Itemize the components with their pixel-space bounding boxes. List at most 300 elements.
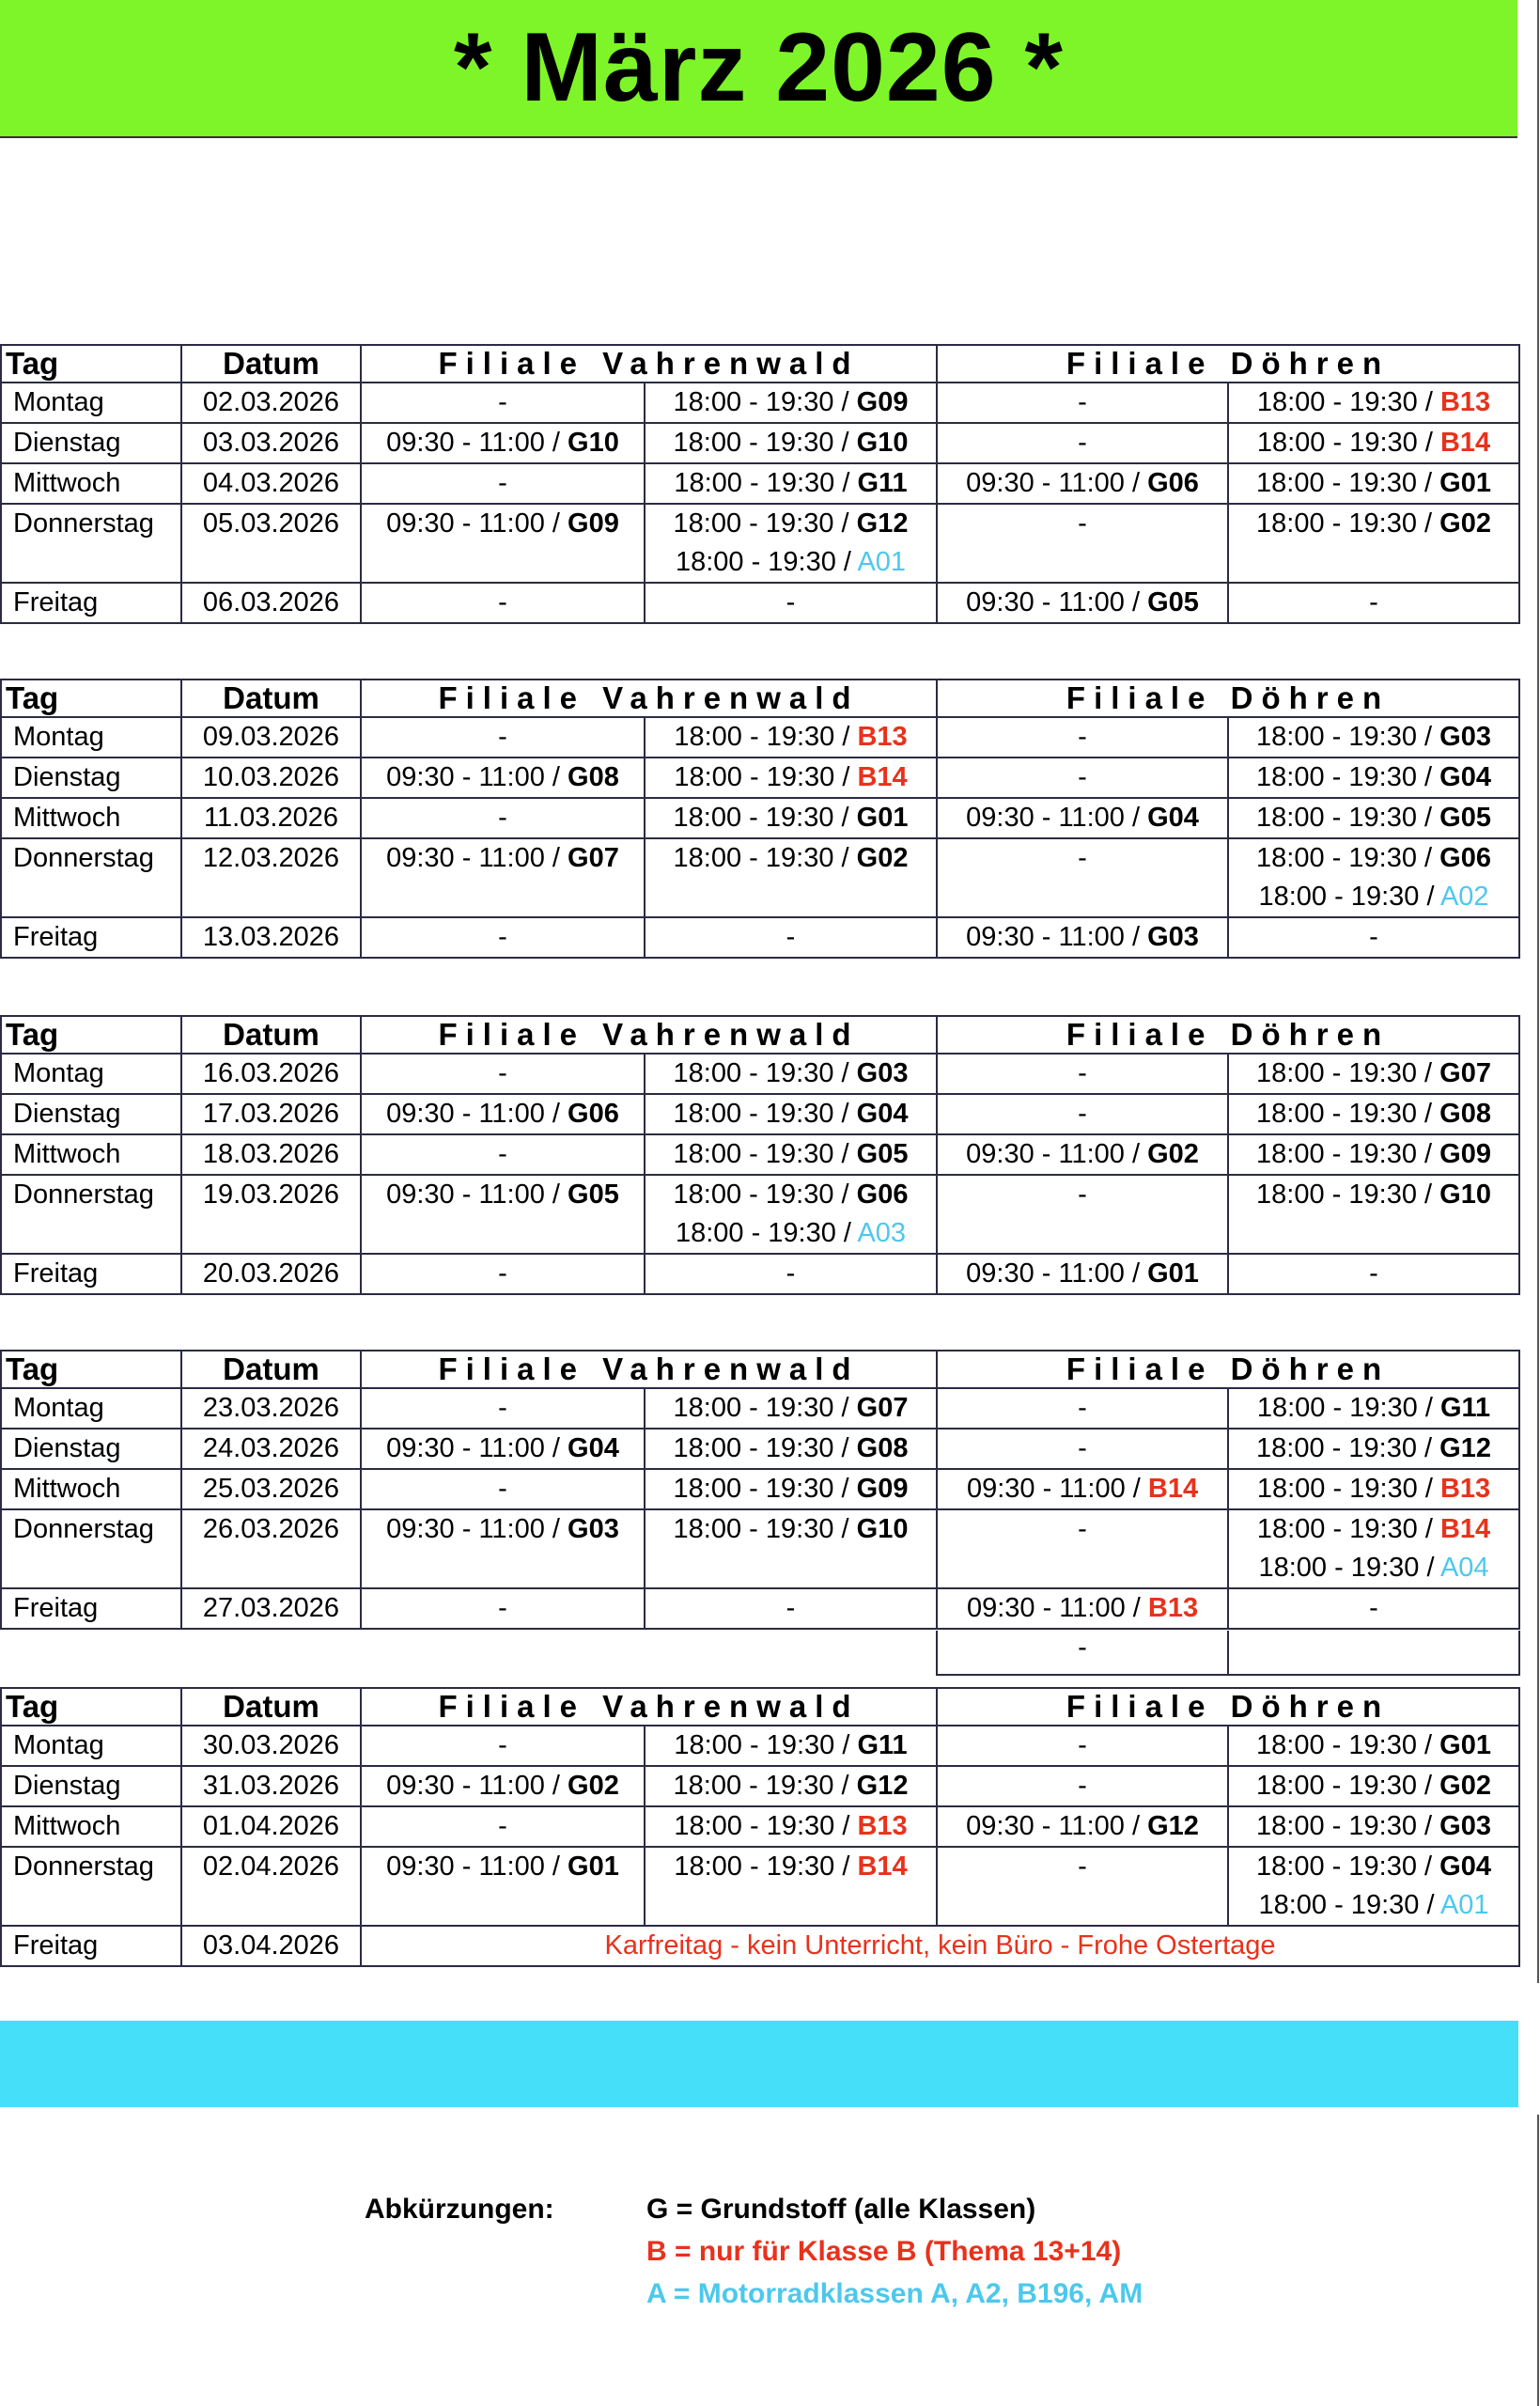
course-code: A03 (857, 1218, 907, 1248)
legend-item-a: A = Motorradklassen A, A2, B196, AM (646, 2278, 1143, 2309)
course-code: G08 (856, 1433, 909, 1463)
slot-v2 (645, 1806, 937, 1847)
holiday-notice: Karfreitag - kein Unterricht, kein Büro - Frohe Ostertage (361, 1926, 1519, 1966)
table-row (1, 1926, 1519, 1966)
slot-time: - (1369, 587, 1378, 617)
slot-d2 (1228, 1588, 1519, 1629)
slot-line (362, 1848, 644, 1886)
slot-line (1229, 1470, 1518, 1508)
slot-line (646, 584, 936, 622)
slot-line (1229, 758, 1518, 797)
slot-time: 18:00 - 19:30 / (673, 1180, 857, 1210)
slot-line (362, 1767, 644, 1805)
cell-datum: 04.03.2026 (181, 463, 361, 504)
cell-tag: Mittwoch (1, 798, 181, 838)
slot-d1 (937, 423, 1228, 463)
week-table-2 (0, 679, 1520, 959)
course-code: G03 (1439, 1811, 1491, 1841)
cell-datum: 31.03.2026 (181, 1766, 361, 1806)
course-code: A01 (1439, 1890, 1489, 1920)
slot-line (646, 424, 936, 462)
slot-d2 (1228, 758, 1519, 798)
cell-tag: Dienstag (1, 423, 181, 463)
cell-tag: Freitag (1, 583, 181, 623)
slot-time: 09:30 - 11:00 / (386, 1180, 568, 1210)
table-row (1, 383, 1519, 423)
col-header-vahrenwald: Filiale Vahrenwald (361, 1016, 937, 1054)
week-table-4 (0, 1350, 1520, 1630)
slot-v1 (361, 1175, 645, 1254)
slot-time: 18:00 - 19:30 / (1256, 722, 1440, 752)
slot-d2 (1228, 717, 1519, 758)
slot-line (646, 1135, 936, 1174)
cell-tag: Freitag (1, 917, 181, 958)
table-row (1, 1429, 1519, 1469)
slot-line (362, 464, 644, 503)
slot-time: 18:00 - 19:30 / (1256, 1393, 1440, 1423)
slot-time: 09:30 - 11:00 / (386, 843, 568, 873)
slot-v1 (361, 1509, 645, 1588)
cell-tag: Montag (1, 383, 181, 423)
course-code: G10 (1439, 1180, 1491, 1210)
slot-line (1229, 1549, 1518, 1587)
slot-time: - (498, 1139, 507, 1169)
slot-line (646, 1726, 936, 1765)
slot-d1 (937, 504, 1228, 583)
slot-d1 (937, 1054, 1228, 1094)
slot-time: - (786, 1593, 796, 1623)
slot-time: 09:30 - 11:00 / (386, 508, 568, 539)
course-code: G05 (1147, 587, 1199, 617)
slot-d2 (1228, 1847, 1519, 1926)
course-code: G01 (856, 803, 909, 833)
slot-time: 18:00 - 19:30 / (1256, 1058, 1440, 1088)
slot-time: - (1369, 1258, 1378, 1289)
slot-line (938, 1589, 1227, 1628)
slot-time: 18:00 - 19:30 / (1256, 843, 1440, 873)
slot-line (1229, 424, 1518, 462)
slot-time: 18:00 - 19:30 / (673, 1433, 857, 1463)
course-code: G07 (1439, 1058, 1491, 1088)
slot-time: - (498, 1593, 507, 1623)
course-code: G04 (1147, 803, 1199, 833)
cell-tag: Montag (1, 1726, 181, 1766)
slot-line (938, 1055, 1227, 1093)
slot-line (1229, 1886, 1518, 1925)
course-code: B13 (1147, 1593, 1199, 1623)
slot-time: 18:00 - 19:30 / (1256, 1180, 1440, 1210)
slot-time: 18:00 - 19:30 / (674, 468, 858, 498)
slot-v2 (645, 1054, 937, 1094)
course-code: B13 (1439, 387, 1491, 417)
table-row (1, 1766, 1519, 1806)
slot-time: - (498, 468, 507, 498)
slot-time: - (1078, 843, 1087, 873)
slot-d1 (937, 1388, 1228, 1429)
slot-d1 (937, 1134, 1228, 1175)
slot-time: 18:00 - 19:30 / (673, 1099, 857, 1129)
slot-time: 18:00 - 19:30 / (673, 1058, 857, 1088)
slot-line (646, 1430, 936, 1468)
legend-label: Abkürzungen: (365, 2194, 554, 2225)
slot-line (362, 1176, 644, 1214)
course-code: G04 (1439, 762, 1491, 792)
table-row (1, 1806, 1519, 1847)
slot-line (1229, 1095, 1518, 1133)
slot-time: 18:00 - 19:30 / (1256, 1514, 1440, 1544)
table-row (1, 1726, 1519, 1766)
slot-time: - (1369, 1593, 1378, 1623)
slot-d1 (937, 917, 1228, 958)
slot-d1 (937, 1254, 1228, 1294)
cell-tag: Freitag (1, 1926, 181, 1966)
slot-d2 (1228, 1388, 1519, 1429)
course-code: G12 (1147, 1811, 1199, 1841)
slot-time: - (786, 922, 796, 952)
slot-v2 (645, 1509, 937, 1588)
slot-d1 (937, 1766, 1228, 1806)
slot-line (362, 1589, 644, 1628)
slot-line (646, 464, 936, 503)
slot-line (362, 584, 644, 622)
slot-time: - (1078, 1851, 1087, 1882)
col-header-datum: Datum (181, 680, 361, 717)
slot-v1 (361, 917, 645, 958)
table-row (1, 798, 1519, 838)
slot-line (646, 1767, 936, 1805)
slot-time: - (1078, 1514, 1087, 1544)
col-header-tag: Tag (1, 345, 181, 383)
course-code: G10 (856, 1514, 909, 1544)
slot-d1 (937, 798, 1228, 838)
cell-tag: Donnerstag (1, 838, 181, 917)
slot-v2 (645, 798, 937, 838)
slot-line (938, 1255, 1227, 1293)
slot-time: - (498, 1811, 507, 1841)
slot-time: 18:00 - 19:30 / (1256, 1474, 1440, 1504)
slot-line (938, 1767, 1227, 1805)
course-code: G03 (1147, 922, 1199, 952)
slot-d1 (937, 1175, 1228, 1254)
slot-v2 (645, 504, 937, 583)
slot-v1 (361, 1134, 645, 1175)
cell-datum: 11.03.2026 (181, 798, 361, 838)
slot-v1 (361, 1588, 645, 1629)
course-code: G02 (856, 843, 909, 873)
slot-line (646, 1589, 936, 1628)
slot-line (1229, 1135, 1518, 1174)
slot-time: - (498, 922, 507, 952)
cell-datum: 27.03.2026 (181, 1588, 361, 1629)
slot-v1 (361, 798, 645, 838)
slot-line (1229, 1767, 1518, 1805)
cell-tag: Montag (1, 1388, 181, 1429)
slot-line (938, 1510, 1227, 1549)
slot-line (938, 1135, 1227, 1174)
week-table-1 (0, 344, 1520, 624)
col-header-vahrenwald: Filiale Vahrenwald (361, 680, 937, 717)
slot-line (362, 839, 644, 878)
cell-tag: Dienstag (1, 1429, 181, 1469)
course-code: G02 (568, 1771, 619, 1801)
slot-time: 18:00 - 19:30 / (673, 387, 857, 417)
slot-line (1229, 718, 1518, 757)
slot-time: 18:00 - 19:30 / (1256, 1099, 1440, 1129)
cell-tag: Freitag (1, 1254, 181, 1294)
slot-line (362, 1255, 644, 1293)
slot-time: 18:00 - 19:30 / (1256, 387, 1440, 417)
slot-d2 (1228, 504, 1519, 583)
course-code: B13 (1439, 1474, 1491, 1504)
slot-line (938, 918, 1227, 957)
slot-v1 (361, 1469, 645, 1509)
slot-line (646, 1848, 936, 1886)
slot-d2 (1228, 838, 1519, 917)
col-header-doehren: Filiale Döhren (937, 345, 1519, 383)
cell-tag: Mittwoch (1, 1806, 181, 1847)
slot-d1 (937, 1469, 1228, 1509)
course-code: G05 (856, 1139, 909, 1169)
slot-line (646, 1389, 936, 1428)
slot-d1 (937, 838, 1228, 917)
slot-time: 18:00 - 19:30 / (1258, 1890, 1440, 1920)
slot-line (1229, 799, 1518, 837)
course-code: G12 (856, 1771, 909, 1801)
slot-v1 (361, 1429, 645, 1469)
slot-v2 (645, 917, 937, 958)
col-header-doehren: Filiale Döhren (937, 1688, 1519, 1726)
slot-time: 09:30 - 11:00 / (966, 1474, 1148, 1504)
slot-v1 (361, 758, 645, 798)
course-code: B14 (1439, 428, 1491, 458)
slot-time: - (1078, 1393, 1087, 1423)
slot-v2 (645, 1175, 937, 1254)
slot-time: - (498, 1474, 507, 1504)
slot-line (646, 1470, 936, 1508)
slot-line (362, 1389, 644, 1428)
slot-v1 (361, 463, 645, 504)
slot-v1 (361, 504, 645, 583)
course-code: G07 (856, 1393, 909, 1423)
slot-time: 18:00 - 19:30 / (1258, 882, 1440, 912)
slot-time: 18:00 - 19:30 / (1256, 1139, 1440, 1169)
slot-v1 (361, 583, 645, 623)
course-code: G01 (568, 1851, 619, 1882)
col-header-doehren: Filiale Döhren (937, 680, 1519, 717)
slot-time: 09:30 - 11:00 / (966, 1593, 1148, 1623)
cell-datum: 16.03.2026 (181, 1054, 361, 1094)
slot-v1 (361, 1766, 645, 1806)
slot-v2 (645, 1469, 937, 1509)
course-code: G11 (857, 1730, 908, 1760)
cell-datum: 05.03.2026 (181, 504, 361, 583)
cell-tag: Mittwoch (1, 1134, 181, 1175)
slot-time: 09:30 - 11:00 / (966, 1139, 1148, 1169)
gap-cell-right (1227, 1631, 1520, 1676)
cell-datum: 20.03.2026 (181, 1254, 361, 1294)
course-code: G12 (1439, 1433, 1491, 1463)
course-code: G12 (856, 508, 909, 539)
course-code: G06 (1147, 468, 1199, 498)
slot-line (646, 758, 936, 797)
course-code: G10 (568, 428, 619, 458)
course-code: G09 (568, 508, 619, 539)
cell-tag: Dienstag (1, 1094, 181, 1134)
table-row (1, 717, 1519, 758)
slot-v1 (361, 423, 645, 463)
slot-line (362, 1430, 644, 1468)
slot-line (1229, 1589, 1518, 1628)
slot-line (1229, 584, 1518, 622)
col-header-tag: Tag (1, 1016, 181, 1054)
course-code: G05 (1439, 803, 1491, 833)
table-row (1, 1509, 1519, 1588)
slot-line (938, 758, 1227, 797)
cell-tag: Dienstag (1, 758, 181, 798)
slot-v2 (645, 423, 937, 463)
slot-line (646, 839, 936, 878)
slot-line (938, 1807, 1227, 1846)
slot-d2 (1228, 1766, 1519, 1806)
slot-line (646, 1095, 936, 1133)
slot-time: - (786, 587, 796, 617)
course-code: B14 (857, 762, 908, 792)
slot-line (646, 1055, 936, 1093)
col-header-datum: Datum (181, 1016, 361, 1054)
slot-line (1229, 1510, 1518, 1549)
slot-time: 18:00 - 19:30 / (1256, 1811, 1440, 1841)
slot-time: 18:00 - 19:30 / (673, 428, 857, 458)
page-edge-lower (1537, 2115, 1539, 2406)
table-row (1, 423, 1519, 463)
header-row (1, 345, 1519, 383)
slot-time: - (498, 1730, 507, 1760)
slot-v1 (361, 838, 645, 917)
slot-line (646, 1214, 936, 1253)
slot-d1 (937, 383, 1228, 423)
slot-line (362, 1726, 644, 1765)
slot-d2 (1228, 423, 1519, 463)
slot-v2 (645, 758, 937, 798)
slot-v1 (361, 1388, 645, 1429)
week-table-5 (0, 1687, 1520, 1967)
slot-d2 (1228, 1094, 1519, 1134)
slot-line (646, 1807, 936, 1846)
slot-time: 09:30 - 11:00 / (386, 428, 568, 458)
course-code: G01 (1147, 1258, 1199, 1289)
slot-time: - (1078, 508, 1087, 539)
table-row (1, 1847, 1519, 1926)
slot-time: 09:30 - 11:00 / (386, 762, 568, 792)
slot-time: 09:30 - 11:00 / (966, 587, 1148, 617)
slot-time: 18:00 - 19:30 / (674, 1730, 858, 1760)
cell-datum: 02.04.2026 (181, 1847, 361, 1926)
slot-line (646, 718, 936, 757)
slot-time: - (498, 803, 507, 833)
cell-datum: 06.03.2026 (181, 583, 361, 623)
slot-time: 09:30 - 11:00 / (386, 1771, 568, 1801)
slot-d2 (1228, 1175, 1519, 1254)
slot-line (1229, 839, 1518, 878)
course-code: G01 (1439, 468, 1491, 498)
slot-v2 (645, 1847, 937, 1926)
slot-line (938, 1430, 1227, 1468)
slot-line (1229, 1255, 1518, 1293)
slot-time: 18:00 - 19:30 / (673, 508, 857, 539)
slot-line (362, 1095, 644, 1133)
slot-line (362, 383, 644, 422)
slot-line (938, 718, 1227, 757)
slot-d1 (937, 1806, 1228, 1847)
slot-line (362, 424, 644, 462)
cell-datum: 12.03.2026 (181, 838, 361, 917)
table-row (1, 1588, 1519, 1629)
slot-time: 09:30 - 11:00 / (386, 1433, 568, 1463)
slot-line (938, 505, 1227, 543)
slot-time: 18:00 - 19:30 / (1256, 803, 1440, 833)
cell-datum: 26.03.2026 (181, 1509, 361, 1588)
slot-v2 (645, 1429, 937, 1469)
slot-line (646, 543, 936, 582)
slot-v2 (645, 1254, 937, 1294)
slot-time: - (498, 1393, 507, 1423)
course-code: G04 (1439, 1851, 1491, 1882)
table-row (1, 1134, 1519, 1175)
slot-v2 (645, 1094, 937, 1134)
slot-line (938, 1726, 1227, 1765)
slot-time: 09:30 - 11:00 / (966, 922, 1148, 952)
slot-d2 (1228, 383, 1519, 423)
cell-tag: Donnerstag (1, 504, 181, 583)
slot-line (362, 758, 644, 797)
slot-v1 (361, 1847, 645, 1926)
slot-v1 (361, 1054, 645, 1094)
slot-time: 18:00 - 19:30 / (1256, 762, 1440, 792)
legend-item-b: B = nur für Klasse B (Thema 13+14) (646, 2236, 1122, 2267)
course-code: B13 (857, 1811, 908, 1841)
slot-line (1229, 1389, 1518, 1428)
slot-line (646, 383, 936, 422)
slot-time: 18:00 - 19:30 / (674, 722, 858, 752)
slot-time: 18:00 - 19:30 / (674, 1851, 858, 1882)
slot-d1 (937, 717, 1228, 758)
slot-time: 18:00 - 19:30 / (1256, 1771, 1440, 1801)
slot-time: 18:00 - 19:30 / (675, 1218, 858, 1248)
slot-line (1229, 464, 1518, 503)
slot-line (646, 1176, 936, 1214)
table-row (1, 1094, 1519, 1134)
cell-tag: Donnerstag (1, 1175, 181, 1254)
slot-line (938, 799, 1227, 837)
slot-d2 (1228, 1134, 1519, 1175)
cell-tag: Mittwoch (1, 463, 181, 504)
cell-tag: Montag (1, 1054, 181, 1094)
course-code: B13 (857, 722, 908, 752)
course-code: G03 (1439, 722, 1491, 752)
slot-time: 18:00 - 19:30 / (1256, 1851, 1440, 1882)
cell-datum: 03.03.2026 (181, 423, 361, 463)
slot-d2 (1228, 1429, 1519, 1469)
cell-tag: Donnerstag (1, 1509, 181, 1588)
slot-line (646, 918, 936, 957)
slot-time: - (1078, 1058, 1087, 1088)
slot-v2 (645, 1588, 937, 1629)
slot-line (1229, 1176, 1518, 1214)
slot-time: - (1078, 428, 1087, 458)
slot-time: - (786, 1258, 796, 1289)
table-row (1, 1469, 1519, 1509)
slot-v1 (361, 1094, 645, 1134)
